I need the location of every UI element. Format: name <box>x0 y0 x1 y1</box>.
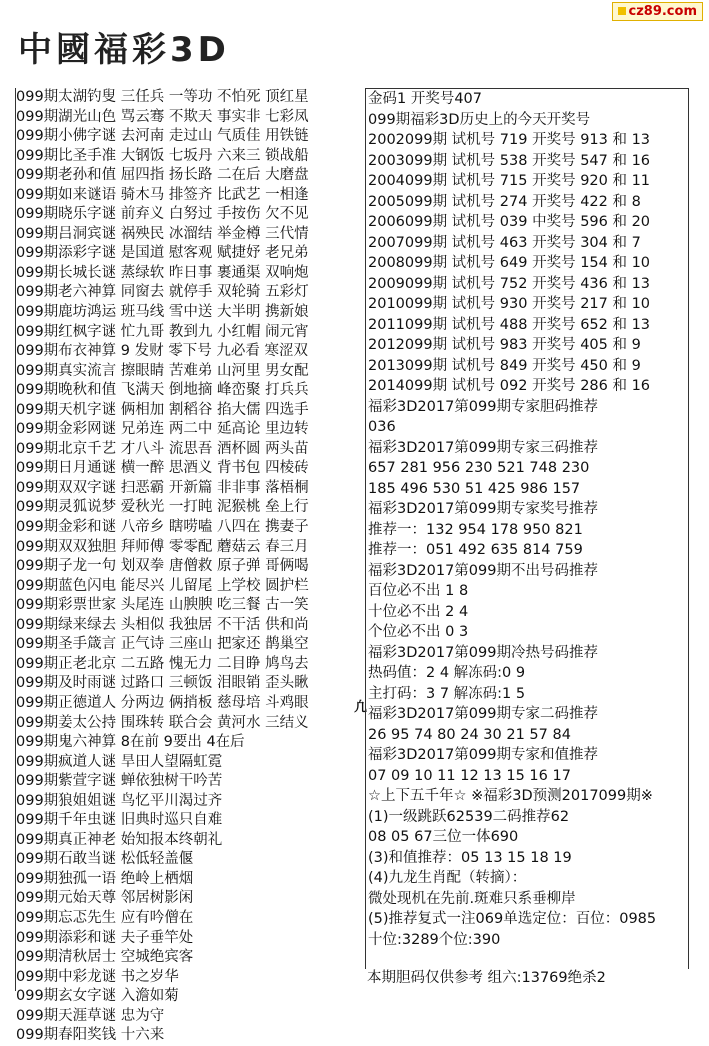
prediction-row: 2005099期 试机号 274 开奖号 422 和 8 <box>368 193 641 210</box>
riddle-row: 099期绿来绿去 头相似 我独居 不干活 供和尚 <box>16 616 309 633</box>
riddle-row: 099期圣手箴言 正气诗 三座山 把家还 鹊巢空 <box>16 636 309 653</box>
riddle-row: 099期春阳奖钱 十六来 <box>16 1027 165 1044</box>
riddle-row: 099期红枫字谜 忙九哥 教到九 小红帽 闹元宵 <box>16 323 309 340</box>
prediction-row: 福彩3D2017第099期专家和值推荐 <box>368 747 598 763</box>
prediction-row: 主打码：3 7 解冻码:1 5 <box>368 685 526 702</box>
prediction-row: 个位必不出 0 3 <box>368 624 469 640</box>
riddle-row: 099期中彩龙谜 书之岁华 <box>16 968 179 985</box>
riddle-row: 099期正老北京 二五路 愧无力 二目睁 鸠鸟去 <box>16 655 309 672</box>
prediction-row: 2007099期 试机号 463 开奖号 304 和 7 <box>368 234 641 251</box>
riddle-row: 099期小佛字谜 去河南 走过山 气质佳 用铁链 <box>16 128 309 145</box>
riddle-row: 099期晓乐字谜 前弃义 白努过 手按伤 欠不见 <box>16 206 309 223</box>
prediction-row: 十位必不出 2 4 <box>368 603 469 620</box>
prediction-row: 08 05 67三位一体690 <box>368 829 519 845</box>
riddle-row: 099期正德道人 分两边 俩捎板 慈母培 斗鸡眼 <box>16 694 309 711</box>
site-watermark[interactable] <box>612 2 704 21</box>
prediction-row: 推荐一：132 954 178 950 821 <box>368 521 583 538</box>
prediction-row: 2011099期 试机号 488 开奖号 652 和 13 <box>368 316 651 333</box>
prediction-row: 2014099期 试机号 092 开奖号 286 和 16 <box>368 378 651 394</box>
riddle-row: 099期真正神老 始知报本终朝礼 <box>16 831 223 848</box>
riddle-row: 099期太湖钓叟 三任兵 一等功 不怕死 顶红星 <box>16 89 309 105</box>
riddle-row: 099期姜太公持 围珠转 联合会 黄河水 三结义 <box>16 714 309 731</box>
prediction-row: 福彩3D2017第099期专家胆码推荐 <box>368 398 598 415</box>
riddle-row: 099期如来谜语 骑木马 排签齐 比武艺 一相逢 <box>16 186 309 203</box>
prediction-row: 推荐一：051 492 635 814 759 <box>368 542 583 558</box>
prediction-row: 26 95 74 80 24 30 21 57 84 <box>368 726 571 743</box>
riddle-row: 099期清秋居士 空城绝宾客 <box>16 949 194 966</box>
prediction-row: 微处现机在先前.斑难只系垂柳岸 <box>368 890 576 907</box>
side-mark: 凢 <box>354 700 368 715</box>
prediction-row: 百位必不出 1 8 <box>368 583 469 599</box>
prediction-row: 福彩3D2017第099期冷热号码推荐 <box>368 644 598 661</box>
riddle-row: 099期北京千艺 才八斗 流思吾 酒杯圆 两头苗 <box>16 440 309 457</box>
riddle-row: 099期子龙一句 划双拳 唐僧救 原子弹 哥俩喝 <box>16 558 309 575</box>
prediction-row: 十位:3289个位:390 <box>368 931 501 948</box>
prediction-row: 2003099期 试机号 538 开奖号 547 和 16 <box>368 152 651 169</box>
riddle-row: 099期真实流言 擦眼睛 苦难弟 山河里 男女配 <box>16 362 309 379</box>
prediction-row: 657 281 956 230 521 748 230 <box>368 460 590 476</box>
riddle-row: 099期天涯草谜 忠为守 <box>16 1007 165 1024</box>
prediction-row: (1)一级跳跃62539二码推荐62 <box>368 808 570 825</box>
riddle-row: 099期狼姐姐谜 鸟忆平川渴过齐 <box>16 792 223 809</box>
riddle-row: 099期鬼六神算 8在前 9要出 4在后 <box>16 734 245 751</box>
riddle-list-panel <box>15 88 356 1044</box>
riddle-row: 099期元始天尊 邻居树影闲 <box>16 890 194 907</box>
riddle-row: 099期石敢当谜 松低轻盖偃 <box>16 851 194 868</box>
riddle-row: 099期晚秋和值 飞满天 倒地摘 峰峦聚 打兵兵 <box>16 382 309 399</box>
riddle-row: 099期湖光山色 骂云骞 不欺天 事实非 七彩凤 <box>16 108 309 125</box>
prediction-footer: 本期胆码仅供参考 组六:13769绝杀2 <box>367 970 606 986</box>
prediction-row: 2012099期 试机号 983 开奖号 405 和 9 <box>368 337 641 353</box>
prediction-row: 2010099期 试机号 930 开奖号 217 和 10 <box>368 296 651 312</box>
prediction-row: 2006099期 试机号 039 中奖号 596 和 20 <box>368 214 651 230</box>
riddle-row: 099期吕洞宾谜 祸殃民 冰溜结 举金樽 三代情 <box>16 225 309 242</box>
prediction-row: 185 496 530 51 425 986 157 <box>368 480 581 497</box>
prediction-row: 2002099期 试机号 719 开奖号 913 和 13 <box>368 132 651 148</box>
riddle-row: 099期双双独胆 拜师傅 零零配 蘑菇云 春三月 <box>16 538 309 555</box>
riddle-row: 099期玄女字谜 入澹如菊 <box>16 988 179 1005</box>
square-icon <box>618 7 626 15</box>
page-title: 中國福彩3D <box>18 30 230 70</box>
riddle-row: 099期忘忑先生 应有吟僧在 <box>16 909 194 926</box>
prediction-row: 福彩3D2017第099期不出号码推荐 <box>368 562 598 579</box>
prediction-row: 036 <box>368 419 396 435</box>
riddle-row: 099期紫萱字谜 蝉依独树干吟苦 <box>16 773 223 790</box>
prediction-row: 福彩3D2017第099期专家二码推荐 <box>368 706 598 722</box>
riddle-row: 099期千年虫谜 旧典时巡只自难 <box>16 812 223 829</box>
riddle-row: 099期及时雨谜 过路口 三顿饭 泪眼销 歪头瞅 <box>16 675 309 692</box>
riddle-row: 099期布衣神算 9 发财 零下号 九必看 寒涩双 <box>16 343 308 360</box>
prediction-row: 2009099期 试机号 752 开奖号 436 和 13 <box>368 275 651 292</box>
riddle-row: 099期双双字谜 扫恶霸 开新篇 非非事 落梧桐 <box>16 479 309 496</box>
riddle-row: 099期老孙和值 屈四指 扬长路 二在后 大磨盘 <box>16 167 309 184</box>
prediction-row: 099期福彩3D历史上的今天开奖号 <box>368 111 591 128</box>
prediction-row: 2008099期 试机号 649 开奖号 154 和 10 <box>368 255 651 271</box>
prediction-panel <box>365 88 689 969</box>
prediction-row: 07 09 10 11 12 13 15 16 17 <box>368 767 571 784</box>
riddle-row: 099期长城长谜 蒸绿软 昨日事 裹通渠 双响炮 <box>16 264 309 281</box>
prediction-row: 金码1 开奖号407 <box>368 91 483 107</box>
riddle-row: 099期蓝色闪电 能尽兴 儿留尾 上学校 圆护栏 <box>16 577 309 594</box>
riddle-row: 099期添彩字谜 是国道 慰客观 赋捷妤 老兄弟 <box>16 245 309 262</box>
prediction-row: 2004099期 试机号 715 开奖号 920 和 11 <box>368 173 651 189</box>
riddle-row: 099期独孤一语 绝岭上栖烟 <box>16 870 194 887</box>
prediction-row: 2013099期 试机号 849 开奖号 450 和 9 <box>368 357 641 374</box>
prediction-row: (3)和值推荐：05 13 15 18 19 <box>368 849 572 866</box>
riddle-row: 099期天机字谜 俩相加 割稻谷 掐大儒 四选手 <box>16 401 309 418</box>
prediction-row: 热码值：2 4 解冻码:0 9 <box>368 665 526 681</box>
riddle-row: 099期灵狐说梦 爱秋光 一打盹 泥猴桃 垒上行 <box>16 499 309 516</box>
prediction-row: ☆上下五千年☆ ※福彩3D预测2017099期※ <box>368 788 653 804</box>
riddle-row: 099期金彩和谜 八帝乡 瞎唠嗑 八四在 携妻子 <box>16 519 309 536</box>
riddle-row: 099期彩票世家 头尾连 山腴腴 吃三餐 古一笑 <box>16 597 309 614</box>
riddle-row: 099期日月通谜 横一醉 思酒义 背书包 四棱砖 <box>16 460 309 477</box>
riddle-row: 099期添彩和谜 夫子垂竿处 <box>16 929 194 946</box>
prediction-row: 福彩3D2017第099期专家三码推荐 <box>368 439 598 456</box>
watermark-text: cz89.com <box>628 4 697 19</box>
prediction-row: (5)推荐复式一注069单选定位：百位：0985 <box>368 911 657 927</box>
riddle-row: 099期金彩网谜 兄弟连 两二中 延高论 里边转 <box>16 421 309 438</box>
prediction-row: 福彩3D2017第099期专家奖号推荐 <box>368 501 598 517</box>
riddle-row: 099期比圣手准 大钢饭 七坂丹 六来三 锁战船 <box>16 147 309 164</box>
riddle-row: 099期老六神算 同窗去 就停手 双轮骑 五彩灯 <box>16 284 309 301</box>
riddle-row: 099期疯道人谜 旱田人望隔虹霓 <box>16 753 223 770</box>
riddle-row: 099期鹿坊鸿运 班马线 雪中送 大半明 携新娘 <box>16 304 309 321</box>
prediction-row: (4)九龙生肖配（转摘）： <box>368 870 527 886</box>
